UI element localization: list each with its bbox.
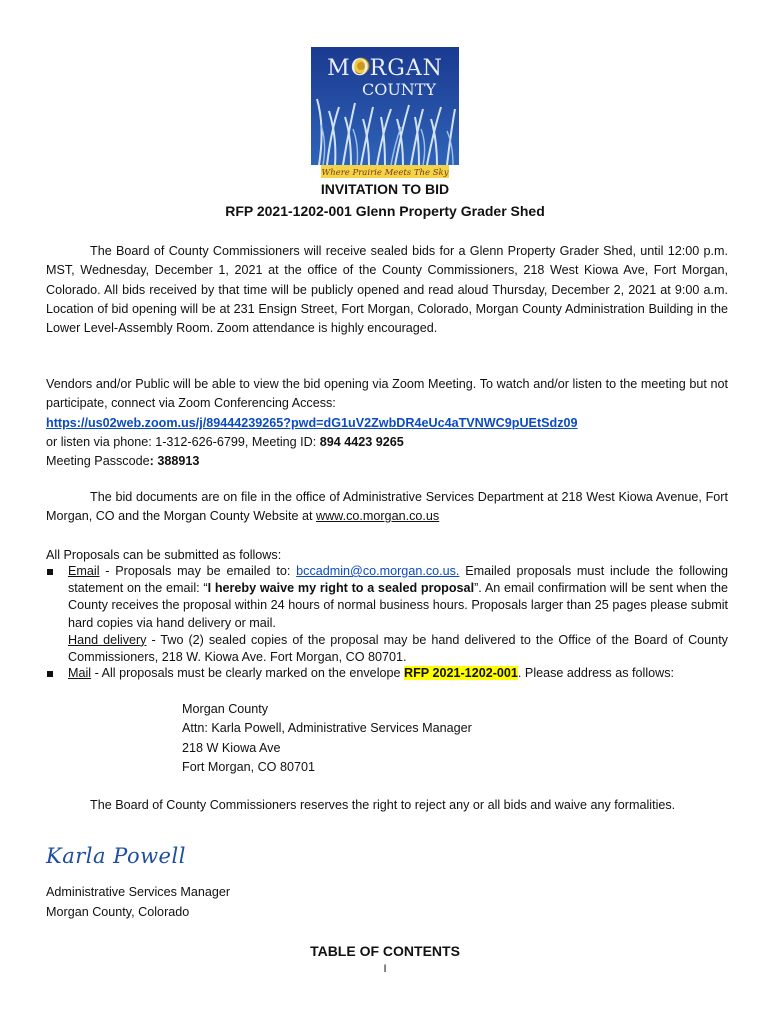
list-item-mail <box>46 665 728 682</box>
signer-block <box>46 882 230 922</box>
paragraph-bid-notice: The Board of County Commissioners will receive sealed bids for a Glenn Property Grader Shed, until 12:00 p.m. MST, Wednesday, December 1, 2021 at the office of the County Commissioners, 218 West Kiowa Ave, Fort Morgan, Colorado. All bids received by that time will be publicly opened and read aloud Thursday, December 2, 2021 at 9:00 a.m. Location of bid opening will be at 231 Ensign Street, Fort Morgan, Colorado, Morgan County Administration Building in the Lower Level-Assembly Room. Zoom attendance is highly encouraged. <box>46 244 728 336</box>
mail-rfp-highlight: RFP 2021-1202-001 <box>404 666 518 680</box>
mail-post-text: . Please address as follows: <box>517 666 675 680</box>
mail-label: Mail <box>68 666 92 680</box>
logo-tagline: Where Prairie Meets The Sky <box>321 168 449 178</box>
signer-org: Morgan County, Colorado <box>46 905 190 919</box>
county-website-link[interactable]: www.co.morgan.co.us <box>315 509 440 524</box>
email-statement: I hereby waive my right to a sealed proposal <box>207 581 475 596</box>
paragraph-zoom <box>46 375 728 471</box>
hand-delivery-label: Hand delivery <box>68 632 147 647</box>
document-title: INVITATION TO BID <box>320 181 450 197</box>
page-number: I <box>383 963 387 975</box>
list-item-email <box>46 563 728 666</box>
signature: Karla Powell <box>46 844 186 868</box>
mail-pre-text: - All proposals must be clearly marked on the envelope <box>91 666 405 680</box>
address-line2: Attn: Karla Powell, Administrative Services Manager <box>182 721 472 736</box>
morgan-county-logo <box>311 47 459 178</box>
bullet-square-icon <box>46 665 60 682</box>
signer-title: Administrative Services Manager <box>46 885 231 899</box>
bid-documents-text: The bid documents are on file in the office of Administrative Services Department at 218 West Kiowa Avenue, Fort Morgan, CO and the Morgan County Website at <box>46 490 728 524</box>
logo-line2: COUNTY <box>361 80 437 99</box>
mailing-address <box>182 700 472 777</box>
zoom-meeting-id: 894 4423 9265 <box>319 434 404 449</box>
table-of-contents-heading: TABLE OF CONTENTS <box>310 943 460 959</box>
address-line3: 218 W Kiowa Ave <box>182 740 281 755</box>
email-post-text: ”. An email confirmation will be sent when the County receives the proposal within 24 hours of normal business hours. Proposals larger than 25 pages please submit hard copies via hand delivery or mail. <box>68 581 729 630</box>
email-mid-text: Emailed proposals must include the following statement on the email: “ <box>68 564 728 596</box>
zoom-phone-text: or listen via phone: 1-312-626-6799, Meeting ID: <box>46 434 320 449</box>
bullet-square-icon <box>46 563 60 580</box>
address-line4: Fort Morgan, CO 80701 <box>182 759 315 774</box>
zoom-passcode-label: Meeting Passcode <box>46 454 150 469</box>
logo-line1: MORGAN <box>327 56 443 81</box>
paragraph-reserve-right: The Board of County Commissioners reserves the right to reject any or all bids and waive any formalities. <box>90 798 676 812</box>
email-address-link[interactable]: bccadmin@co.morgan.co.us. <box>296 564 460 578</box>
zoom-passcode: : 388913 <box>149 454 200 469</box>
zoom-intro: Vendors and/or Public will be able to view the bid opening via Zoom Meeting. To watch and/or listen to the meeting but not participate, connect via Zoom Conferencing Access: <box>46 377 728 411</box>
hand-delivery-text: - Two (2) sealed copies of the proposal may be hand delivered to the Office of the Board of County Commissioners, 218 W. Kiowa Ave. Fort Morgan, CO 80701. <box>68 632 728 665</box>
zoom-link[interactable]: https://us02web.zoom.us/j/89444239265?pwd=dG1uV2ZwbDR4eUc4aTVNWC9pUEtSdz09 <box>46 415 578 430</box>
zoom-passcode-line <box>46 452 728 471</box>
proposals-intro: All Proposals can be submitted as follows: <box>46 548 282 562</box>
email-pre-text: - Proposals may be emailed to: <box>99 564 297 578</box>
email-label: Email <box>68 564 100 578</box>
zoom-phone-line <box>46 433 728 452</box>
logo-graphic <box>311 47 459 178</box>
address-line1: Morgan County <box>182 702 269 716</box>
document-subtitle: RFP 2021-1202-001 Glenn Property Grader Shed <box>225 203 545 219</box>
paragraph-bid-documents <box>46 488 728 527</box>
